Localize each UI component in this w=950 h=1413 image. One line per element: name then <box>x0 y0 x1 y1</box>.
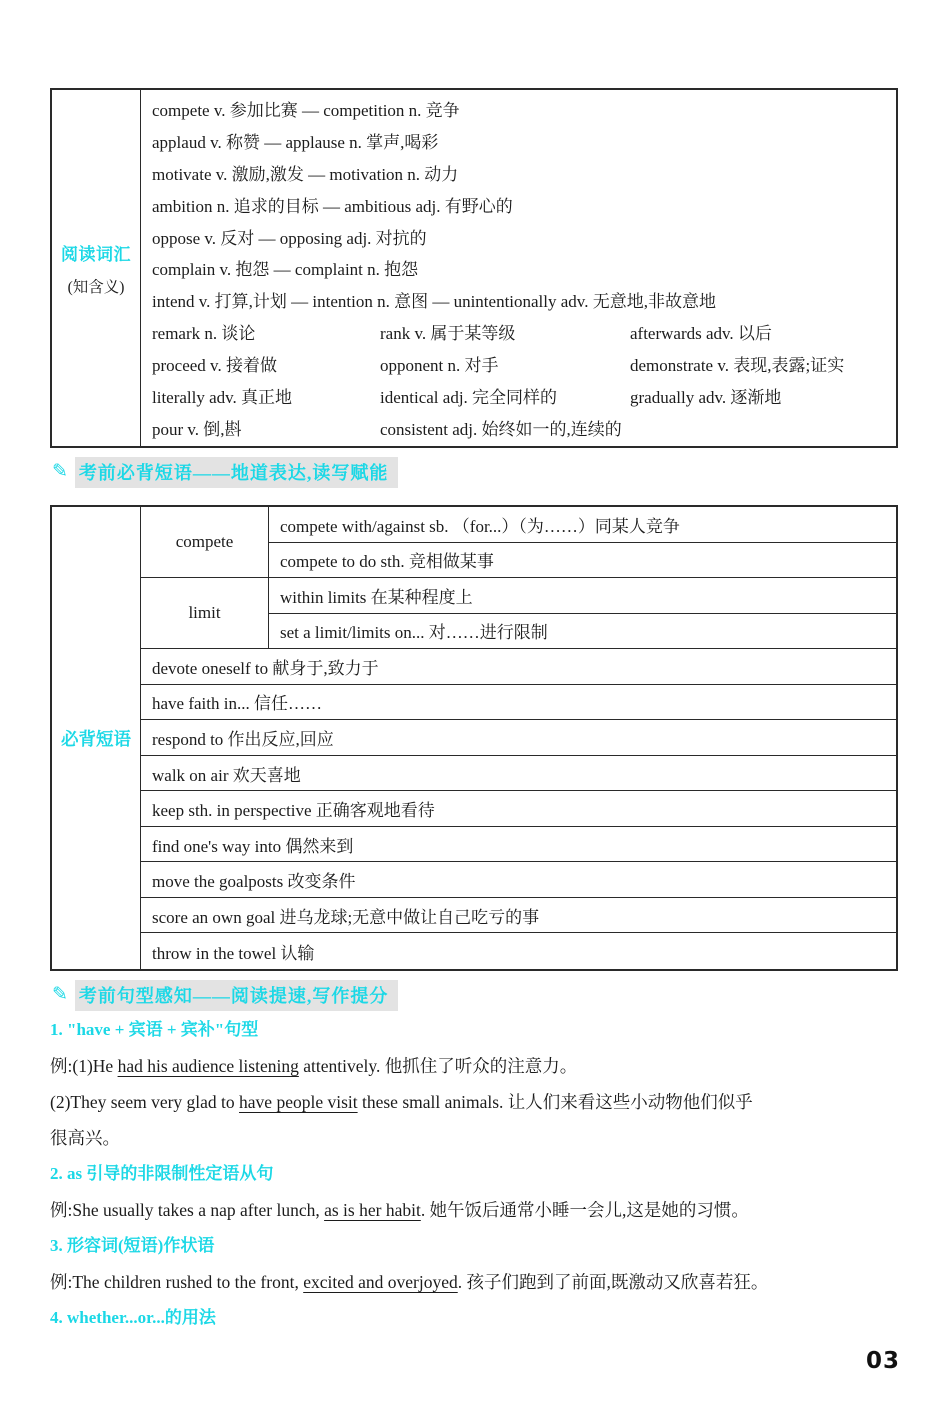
example-sentence <box>50 1084 900 1156</box>
phrase-header-title: 考前必背短语——地道表达,读写赋能 <box>75 457 399 488</box>
page-number: 03 <box>866 1348 901 1374</box>
vocab-row: motivate v. 激励,激发 — motivation n. 动力 <box>152 165 459 185</box>
phrase-row: devote oneself to 献身于,致力于 <box>141 649 896 685</box>
phrase-section-header <box>52 458 398 486</box>
vocab-row <box>141 411 896 443</box>
vocab-row <box>141 316 896 348</box>
vocab-cell: demonstrate v. 表现,表露;证实 <box>630 355 845 375</box>
example-sentence <box>50 1192 900 1228</box>
example-sentence <box>50 1264 900 1300</box>
phrase-row: score an own goal 进乌龙球;无意中做让自己吃亏的事 <box>141 898 896 934</box>
vocab-cell: opponent n. 对手 <box>380 355 499 375</box>
vocab-cell: pour v. 倒,斟 <box>152 419 242 439</box>
vocab-row: oppose v. 反对 — opposing adj. 对抗的 <box>152 228 427 248</box>
sentence-segment: . 孩子们跑到了前面,既激动又欣喜若狂。 <box>457 1272 769 1292</box>
sentence-segment: attentively. 他抓住了听众的注意力。 <box>298 1056 578 1076</box>
vocab-table-content <box>141 90 896 446</box>
sentence-segment: 很高兴。 <box>50 1128 120 1148</box>
vocab-cell: remark n. 谈论 <box>152 324 256 344</box>
phrase-group-label: compete <box>141 507 269 578</box>
sentence-pattern-sections <box>50 1012 900 1336</box>
section-title: 2. as 引导的非限制性定语从句 <box>50 1164 274 1183</box>
vocab-cell: gradually adv. 逐渐地 <box>630 387 782 407</box>
pencil-icon: ✎ <box>52 460 68 482</box>
vocab-row: complain v. 抱怨 — complaint n. 抱怨 <box>152 260 419 280</box>
phrase-row: move the goalposts 改变条件 <box>141 862 896 898</box>
phrase-row: compete to do sth. 竞相做某事 <box>269 543 896 579</box>
section-title: 4. whether...or...的用法 <box>50 1308 216 1327</box>
phrase-table-label: 必背短语 <box>52 507 141 969</box>
vocab-cell: afterwards adv. 以后 <box>630 324 772 344</box>
phrase-table-body <box>141 507 896 969</box>
phrase-row: set a limit/limits on... 对……进行限制 <box>269 614 896 650</box>
phrase-row: walk on air 欢天喜地 <box>141 756 896 792</box>
vocab-cell: proceed v. 接着做 <box>152 355 277 375</box>
section-title: 1. "have + 宾语 + 宾补"句型 <box>50 1020 259 1039</box>
vocab-row: intend v. 打算,计划 — intention n. 意图 — unintentionally adv. 无意地,非故意地 <box>152 292 716 312</box>
must-memorize-phrases-table <box>50 505 898 971</box>
sentence-section-header <box>52 981 398 1009</box>
vocab-table-label <box>52 90 141 446</box>
sentence-segment: . 她午饭后通常小睡一会儿,这是她的习惯。 <box>420 1200 749 1220</box>
vocab-row <box>141 348 896 380</box>
phrase-row: keep sth. in perspective 正确客观地看待 <box>141 791 896 827</box>
reading-vocabulary-table <box>50 88 898 448</box>
example-sentence <box>50 1048 900 1084</box>
phrase-row: compete with/against sb. （for...）（为……）同某人竞争 <box>269 507 896 543</box>
underlined-phrase: excited and overjoyed <box>303 1272 458 1292</box>
sentence-segment: 例:The children rushed to the front, <box>50 1272 304 1292</box>
underlined-phrase: as is her habit <box>324 1200 421 1220</box>
phrase-row: find one's way into 偶然来到 <box>141 827 896 863</box>
phrase-group-label: limit <box>141 578 269 649</box>
vocab-cell: consistent adj. 始终如一的,连续的 <box>380 419 622 439</box>
underlined-phrase: had his audience listening <box>117 1056 299 1076</box>
vocab-row: applaud v. 称赞 — applause n. 掌声,喝彩 <box>152 133 439 153</box>
underlined-phrase: have people visit <box>239 1092 358 1112</box>
sentence-segment: these small animals. 让人们来看这些小动物他们似乎 <box>357 1092 753 1112</box>
phrase-row: respond to 作出反应,回应 <box>141 720 896 756</box>
vocab-row: compete v. 参加比赛 — competition n. 竞争 <box>152 101 460 121</box>
vocab-row <box>141 379 896 411</box>
vocab-cell: rank v. 属于某等级 <box>380 324 516 344</box>
phrase-row: throw in the towel 认输 <box>152 943 315 963</box>
phrase-row: have faith in... 信任…… <box>141 685 896 721</box>
sentence-segment: 例:(1)He <box>50 1056 118 1076</box>
section-title: 3. 形容词(短语)作状语 <box>50 1236 215 1255</box>
sentence-segment: (2)They seem very glad to <box>50 1092 240 1112</box>
sentence-header-title: 考前句型感知——阅读提速,写作提分 <box>75 980 399 1011</box>
sentence-segment: 例:She usually takes a nap after lunch, <box>50 1200 325 1220</box>
vocab-cell: identical adj. 完全同样的 <box>380 387 558 407</box>
vocab-label-main: 阅读词汇 <box>61 244 131 264</box>
pencil-icon: ✎ <box>52 983 68 1005</box>
vocab-row: ambition n. 追求的目标 — ambitious adj. 有野心的 <box>152 196 513 216</box>
vocab-cell: literally adv. 真正地 <box>152 387 293 407</box>
vocab-label-sub: (知含义) <box>67 278 125 296</box>
phrase-row: within limits 在某种程度上 <box>269 578 896 614</box>
